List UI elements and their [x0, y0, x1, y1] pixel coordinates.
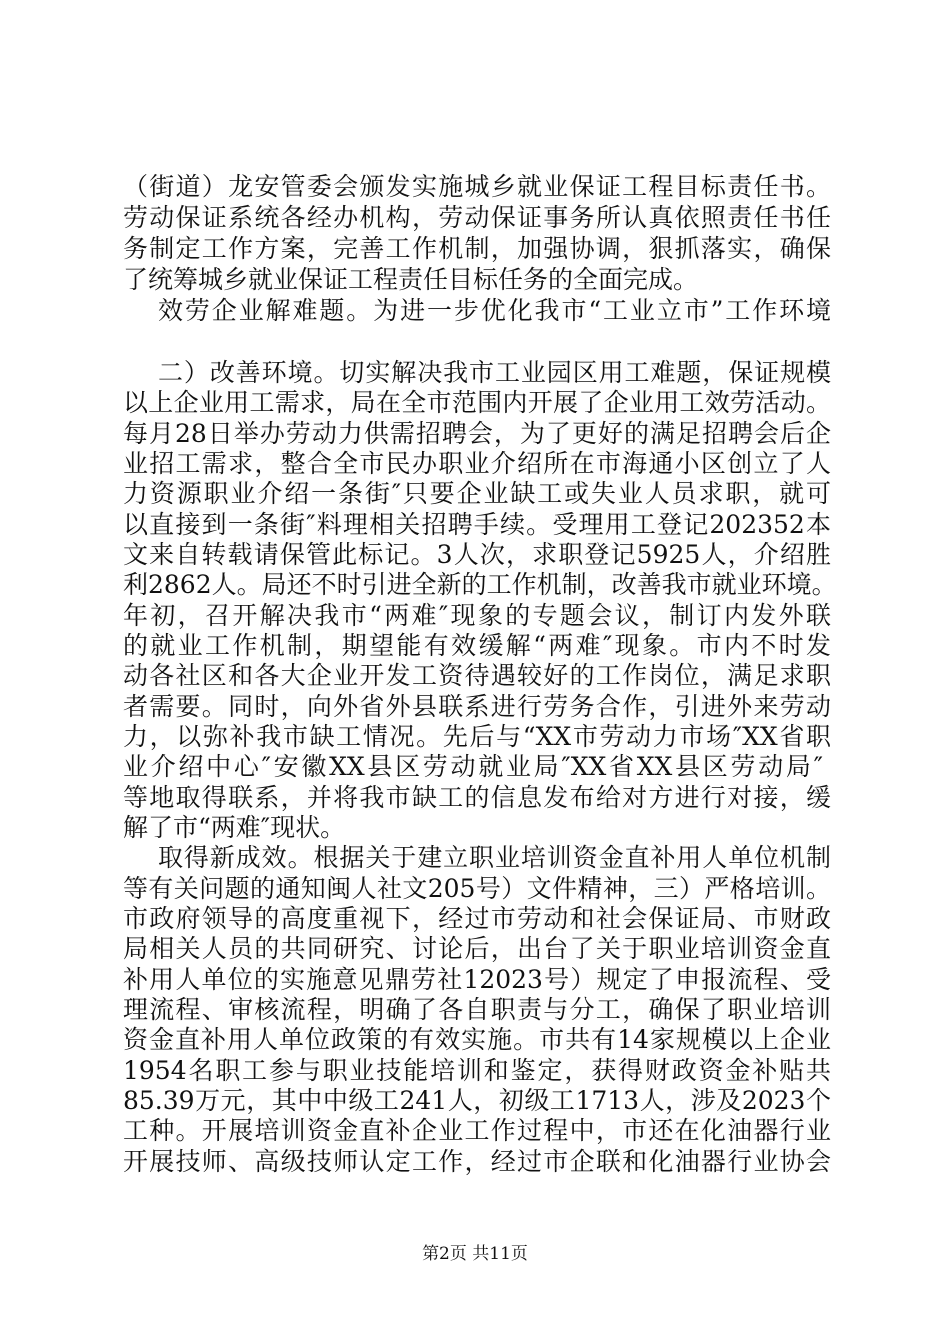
text-line: 以上企业用工需求，局在全市范围内开展了企业用工效劳活动。	[123, 388, 831, 417]
text-line: 等地取得联系，并将我市缺工的信息发布给对方进行对接，缓	[123, 783, 831, 812]
text-line: 资金直补用人单位政策的有效实施。市共有14家规模以上企业	[123, 1025, 831, 1054]
text-line: 务制定工作方案，完善工作机制，加强协调，狠抓落实，确保	[123, 234, 831, 263]
text-line: 等有关问题的通知闽人社文205号）文件精神，三）严格培训。	[123, 874, 831, 903]
text-line: 效劳企业解难题。为进一步优化我市“工业立市”工作环境	[158, 296, 831, 325]
text-line: 以直接到一条街″料理相关招聘手续。受理用工登记202352本	[123, 510, 831, 539]
text-line: 85.39万元，其中中级工241人，初级工1713人，涉及2023个	[123, 1086, 831, 1115]
text-line: 局相关人员的共同研究、讨论后，出台了关于职业培训资金直	[123, 934, 831, 963]
text-line: 者需要。同时，向外省外县联系进行劳务合作，引进外来劳动	[123, 692, 831, 721]
text-line: 理流程、审核流程，明确了各自职责与分工，确保了职业培训	[123, 995, 831, 1024]
text-line: 利2862人。局还不时引进全新的工作机制，改善我市就业环境。	[123, 570, 837, 599]
text-line: 力，以弥补我市缺工情况。先后与“XX市劳动力市场″XX省职	[123, 722, 831, 751]
page-number-footer: 第2页 共11页	[422, 1244, 528, 1264]
text-line: 解了市“两难″现状。	[123, 813, 346, 842]
text-line: 取得新成效。根据关于建立职业培训资金直补用人单位机制	[158, 843, 831, 872]
text-line: 二）改善环境。切实解决我市工业园区用工难题，保证规模	[158, 358, 831, 387]
text-line: 了统筹城乡就业保证工程责任目标任务的全面完成。	[123, 265, 699, 294]
text-line: 动各社区和各大企业开发工资待遇较好的工作岗位，满足求职	[123, 661, 831, 690]
text-line: （街道）龙安管委会颁发实施城乡就业保证工程目标责任书。	[123, 172, 831, 201]
text-line: 补用人单位的实施意见鼎劳社12023号）规定了申报流程、受	[123, 965, 831, 994]
text-line: 开展技师、高级技师认定工作，经过市企联和化油器行业协会	[123, 1147, 831, 1176]
text-line: 业介绍中心″安徽XX县区劳动就业局″XX省XX县区劳动局″	[123, 752, 823, 781]
text-line: 业招工需求，整合全市民办职业介绍所在市海通小区创立了人	[123, 449, 831, 478]
text-line: 力资源职业介绍一条街″只要企业缺工或失业人员求职，就可	[123, 479, 831, 508]
text-line: 文来自转载请保管此标记。3人次，求职登记5925人，介绍胜	[123, 540, 831, 569]
text-line: 每月28日举办劳动力供需招聘会，为了更好的满足招聘会后企	[123, 419, 831, 448]
text-line: 的就业工作机制，期望能有效缓解“两难″现象。市内不时发	[123, 631, 831, 660]
text-line: 市政府领导的高度重视下，经过市劳动和社会保证局、市财政	[123, 904, 831, 933]
text-line: 1954名职工参与职业技能培训和鉴定，获得财政资金补贴共	[123, 1056, 831, 1085]
text-line: 年初，召开解决我市“两难″现象的专题会议，制订内发外联	[123, 601, 831, 630]
text-line: 工种。开展培训资金直补企业工作过程中，市还在化油器行业	[123, 1116, 831, 1145]
text-line: 劳动保证系统各经办机构，劳动保证事务所认真依照责任书任	[123, 203, 831, 232]
